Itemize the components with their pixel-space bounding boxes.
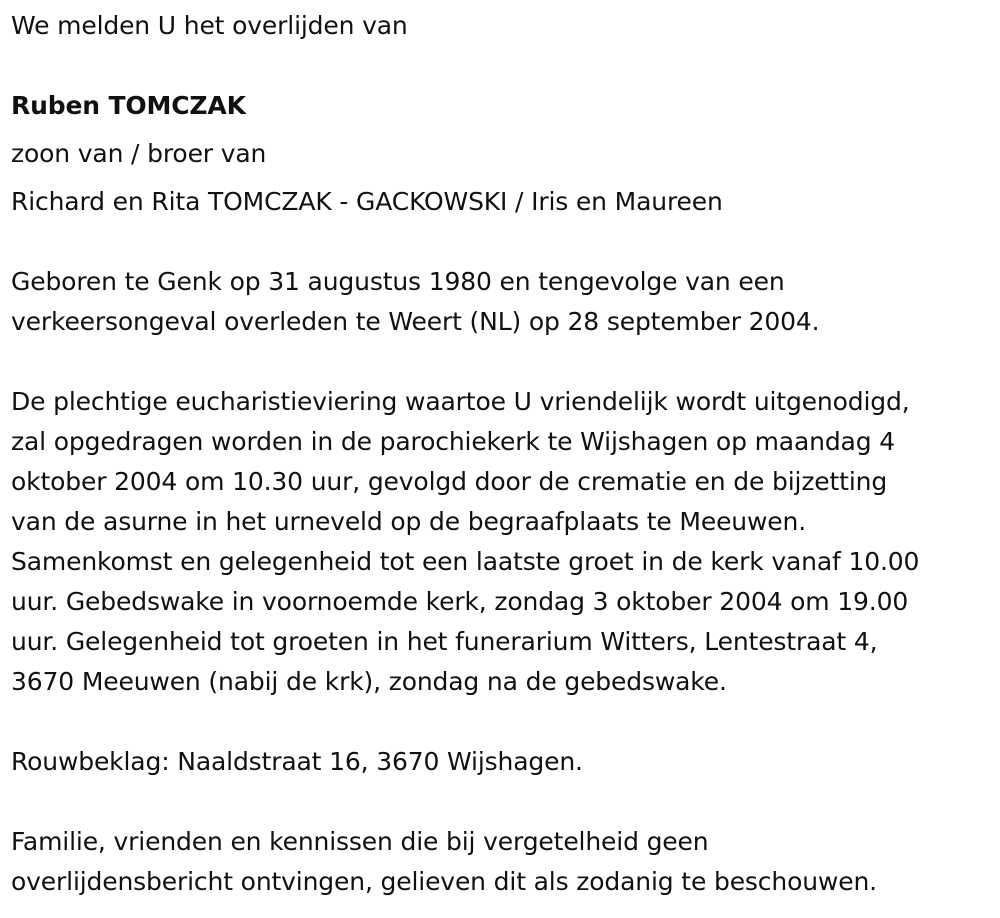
family-note-paragraph (11, 822, 877, 902)
paragraph-line: 3670 Meeuwen (nabij de krk), zondag na de gebedswake. (11, 667, 727, 696)
paragraph-line: zal opgedragen worden in de parochiekerk te Wijshagen op maandag 4 (11, 427, 895, 456)
birth-death-paragraph (11, 262, 819, 342)
relation-text: zoon van / broer van (11, 139, 267, 168)
paragraph-line: Samenkomst en gelegenheid tot een laatste groet in de kerk vanaf 10.00 (11, 547, 920, 576)
paragraph-line: Familie, vrienden en kennissen die bij vergetelheid geen (11, 827, 709, 856)
deceased-name-block (11, 86, 246, 126)
condolence-address: Rouwbeklag: Naaldstraat 16, 3670 Wijshagen. (11, 747, 583, 776)
paragraph-line: uur. Gelegenheid tot groeten in het funerarium Witters, Lentestraat 4, (11, 627, 878, 656)
intro-text: We melden U het overlijden van (11, 11, 408, 40)
paragraph-line: De plechtige eucharistieviering waartoe U vriendelijk wordt uitgenodigd, (11, 387, 910, 416)
parents-block (11, 182, 723, 222)
paragraph-line: overlijdensbericht ontvingen, gelieven dit als zodanig te beschouwen. (11, 867, 877, 896)
relation-block (11, 134, 266, 174)
parents-text: Richard en Rita TOMCZAK - GACKOWSKI / Iris en Maureen (11, 187, 723, 216)
condolence-address-block (11, 742, 583, 782)
deceased-name: Ruben TOMCZAK (11, 91, 246, 120)
ceremony-paragraph (11, 382, 919, 702)
paragraph-line: uur. Gebedswake in voornoemde kerk, zondag 3 oktober 2004 om 19.00 (11, 587, 909, 616)
paragraph-line: van de asurne in het urneveld op de begraafplaats te Meeuwen. (11, 507, 807, 536)
paragraph-line: Geboren te Genk op 31 augustus 1980 en tengevolge van een (11, 267, 785, 296)
intro-block (11, 6, 408, 46)
paragraph-line: oktober 2004 om 10.30 uur, gevolgd door de crematie en de bijzetting (11, 467, 888, 496)
paragraph-line: verkeersongeval overleden te Weert (NL) op 28 september 2004. (11, 307, 820, 336)
